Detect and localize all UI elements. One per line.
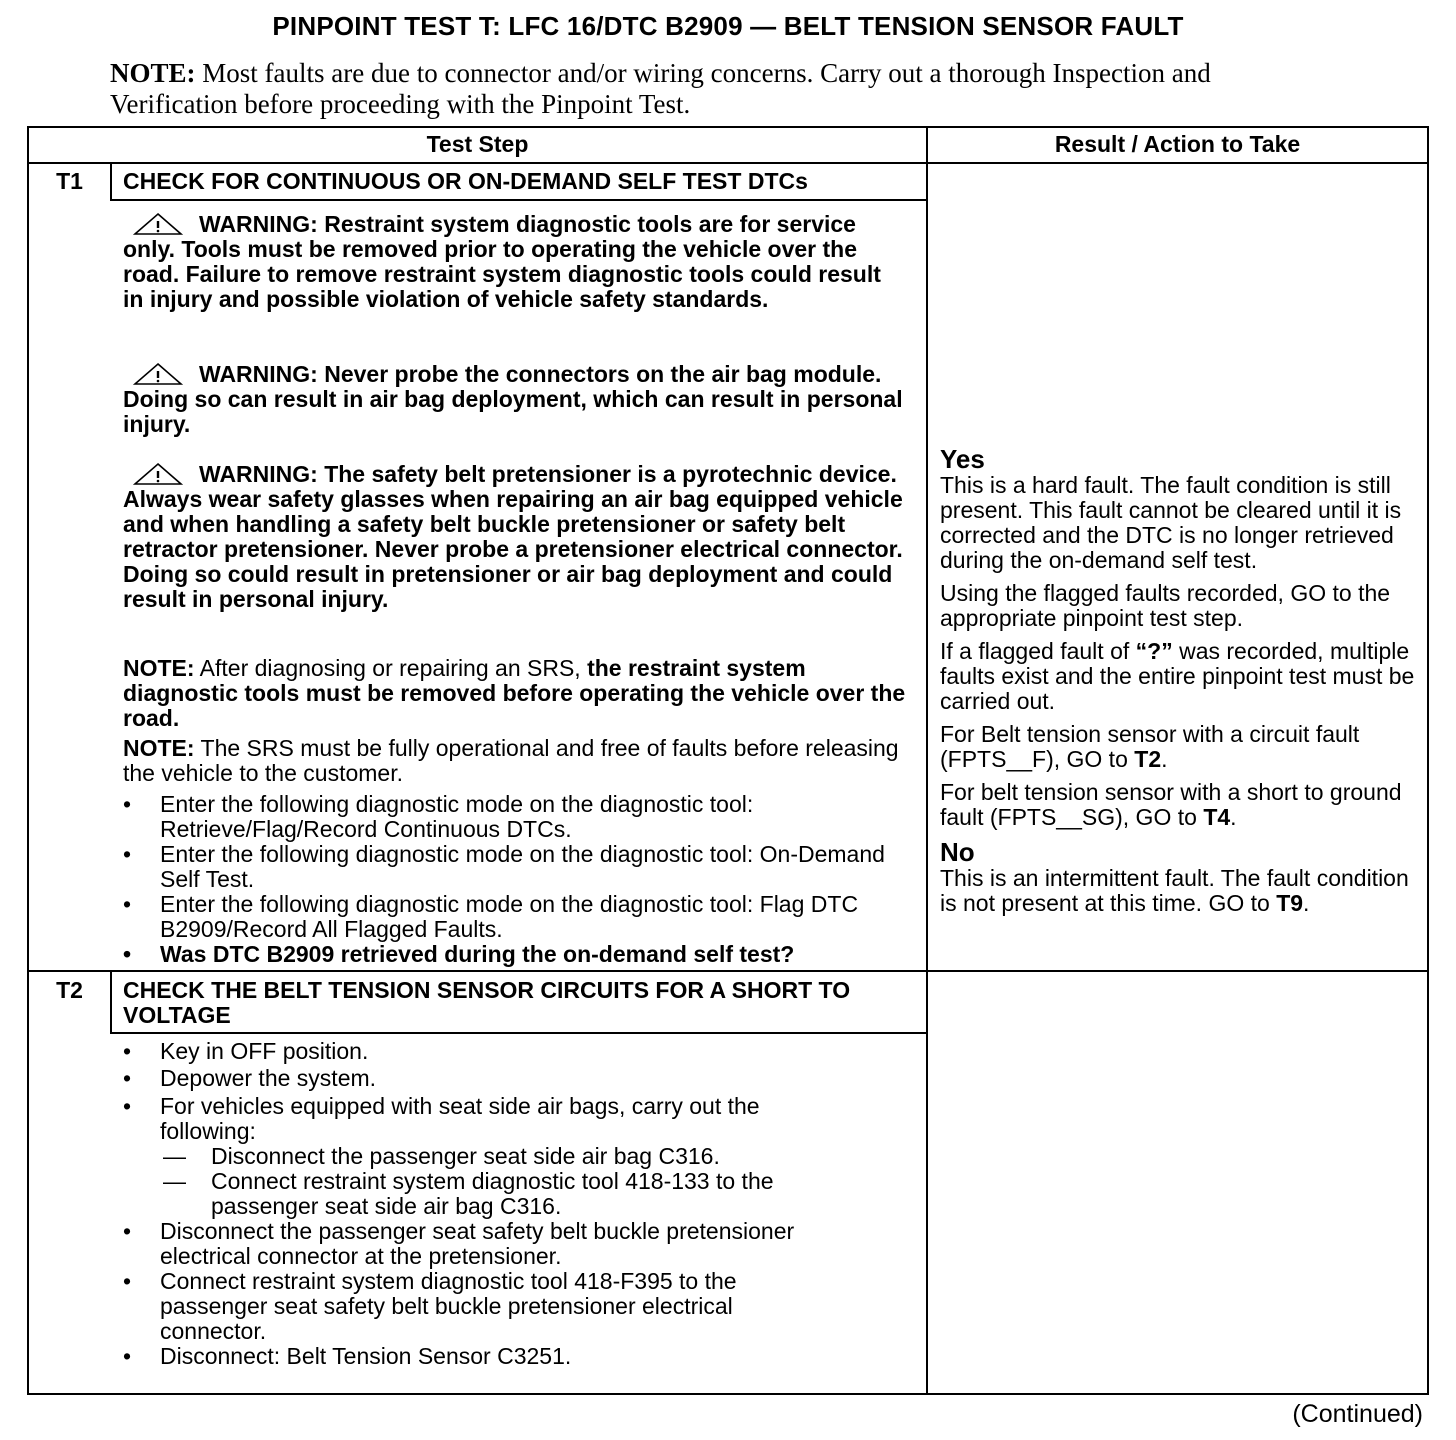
list-item-question bbox=[123, 942, 913, 967]
bullet-marker: • bbox=[123, 1343, 132, 1369]
sub-list-item bbox=[123, 1144, 913, 1169]
result-yes-text: This is a hard fault. The fault condition is still present. This fault cannot be cleared until it is corrected and the DTC is no longer retrieved during the on-demand self test. bbox=[940, 472, 1402, 573]
t2-bullet-list bbox=[123, 1039, 913, 1369]
intro-note bbox=[110, 58, 1260, 120]
header-result-action: Result / Action to Take bbox=[1054, 131, 1301, 157]
bullet-marker: • bbox=[123, 1093, 132, 1119]
list-item bbox=[123, 892, 913, 942]
bullet-marker: • bbox=[123, 841, 132, 867]
result-no-label: No bbox=[940, 837, 975, 867]
note-text: After diagnosing or repairing an SRS, bbox=[194, 655, 588, 681]
row-divider bbox=[27, 970, 1429, 972]
result-text: . bbox=[1161, 746, 1168, 772]
dash-marker: — bbox=[163, 1143, 186, 1169]
column-divider bbox=[926, 126, 928, 1395]
step-number-divider bbox=[110, 163, 112, 201]
intro-note-text: Most faults are due to connector and/or wiring concerns. Carry out a thorough Inspection and Verification before proceeding with the Pinpoint Test. bbox=[110, 58, 1211, 119]
step-heading-t2: CHECK THE BELT TENSION SENSOR CIRCUITS FOR A SHORT TO VOLTAGE bbox=[123, 977, 851, 1028]
result-text: . bbox=[1230, 804, 1237, 830]
list-item-text: Disconnect the passenger seat safety belt buckle pretensioner electrical connector at the pretensioner. bbox=[160, 1218, 795, 1269]
intro-note-label: NOTE: bbox=[110, 58, 196, 88]
warning-triangle-icon bbox=[131, 462, 185, 486]
t1-result bbox=[940, 445, 1424, 924]
list-item bbox=[123, 1094, 843, 1144]
step-number-divider bbox=[110, 972, 112, 1034]
continued-label: (Continued) bbox=[1292, 1400, 1423, 1428]
list-item bbox=[123, 1344, 913, 1369]
header-test-step: Test Step bbox=[426, 131, 529, 157]
result-text: For Belt tension sensor with a circuit fault (FPTS__F), GO to bbox=[940, 721, 1360, 772]
list-item-text: For vehicles equipped with seat side air bags, carry out the following: bbox=[160, 1093, 760, 1144]
note-label: NOTE: bbox=[123, 735, 195, 761]
goto-t4-link[interactable]: T4 bbox=[1203, 804, 1231, 830]
list-item-text: Disconnect: Belt Tension Sensor C3251. bbox=[160, 1343, 572, 1369]
warning-block bbox=[123, 362, 903, 437]
bullet-marker: • bbox=[123, 1065, 132, 1091]
result-text: was recorded, multiple faults exist and the entire pinpoint test must be carried out. bbox=[940, 638, 1415, 714]
warning-triangle-icon bbox=[131, 362, 185, 386]
result-text: If a flagged fault of bbox=[940, 638, 1136, 664]
result-yes-label: Yes bbox=[940, 444, 985, 474]
note-bold-text: the restraint system diagnostic tools must be removed before operating the vehicle over the road. bbox=[123, 655, 906, 731]
list-item bbox=[123, 1066, 913, 1091]
note-srs bbox=[123, 736, 913, 786]
list-item-text: Enter the following diagnostic mode on the diagnostic tool: On-Demand Self Test. bbox=[160, 841, 885, 892]
t1-bullet-list bbox=[123, 792, 913, 967]
warning-block bbox=[123, 462, 903, 612]
question-text: Was DTC B2909 retrieved during the on-demand self test? bbox=[160, 941, 795, 967]
result-circuit-fault bbox=[940, 722, 1424, 772]
sub-list-item bbox=[123, 1169, 843, 1219]
result-question-mark: “?” bbox=[1135, 638, 1173, 664]
sub-list-item-text: Disconnect the passenger seat side air bag C316. bbox=[211, 1143, 720, 1169]
list-item-text: Enter the following diagnostic mode on the diagnostic tool: Flag DTC B2909/Record All Flagged Faults. bbox=[160, 891, 859, 942]
step-number-t2: T2 bbox=[56, 977, 83, 1003]
warning-text: WARNING: Never probe the connectors on the air bag module. Doing so can result in air bag deployment, which can result in personal injury. bbox=[123, 361, 903, 437]
result-text: For belt tension sensor with a short to ground fault (FPTS__SG), GO to bbox=[940, 779, 1402, 830]
bullet-marker: • bbox=[123, 791, 132, 817]
list-item bbox=[123, 1219, 883, 1269]
result-no-text bbox=[940, 866, 1424, 916]
bullet-marker: • bbox=[123, 891, 132, 917]
list-item bbox=[123, 1269, 843, 1344]
list-item-text: Enter the following diagnostic mode on the diagnostic tool: Retrieve/Flag/Record Continuous DTCs. bbox=[160, 791, 754, 842]
list-item-text: Depower the system. bbox=[160, 1065, 377, 1091]
note-label: NOTE: bbox=[123, 655, 195, 681]
result-ground-fault bbox=[940, 780, 1424, 830]
note-text: The SRS must be fully operational and free of faults before releasing the vehicle to the customer. bbox=[123, 735, 899, 786]
warning-triangle-icon bbox=[131, 212, 185, 236]
bullet-marker: • bbox=[123, 1218, 132, 1244]
result-text: . bbox=[1303, 890, 1310, 916]
dash-marker: — bbox=[163, 1168, 186, 1194]
result-flagged-faults: Using the flagged faults recorded, GO to the appropriate pinpoint test step. bbox=[940, 580, 1391, 631]
page-title: PINPOINT TEST T: LFC 16/DTC B2909 — BELT TENSION SENSOR FAULT bbox=[272, 11, 1184, 41]
result-multiple-faults bbox=[940, 639, 1424, 714]
header-divider bbox=[27, 162, 1429, 164]
warning-text: WARNING: The safety belt pretensioner is a pyrotechnic device. Always wear safety glasses when repairing an air bag equipped vehicle and when handling a safety belt buckle pretensioner or safety belt retractor pretensioner. Never probe a pretensioner electrical connector. Doing so could result in pretensioner or air bag deployment and could result in personal injury. bbox=[123, 461, 903, 612]
list-item-text: Connect restraint system diagnostic tool 418-F395 to the passenger seat safety belt buckle pretensioner electrical connector. bbox=[160, 1268, 737, 1344]
list-item-text: Key in OFF position. bbox=[160, 1038, 369, 1064]
note-removal bbox=[123, 656, 913, 731]
t2-heading-divider bbox=[110, 1032, 928, 1034]
bullet-marker: • bbox=[123, 941, 132, 967]
list-item bbox=[123, 842, 913, 892]
warning-text: WARNING: Restraint system diagnostic tools are for service only. Tools must be removed prior to operating the vehicle over the road. Failure to remove restraint system diagnostic tools could result in injury and possible violation of vehicle safety standards. bbox=[123, 211, 881, 312]
bullet-marker: • bbox=[123, 1038, 132, 1064]
warning-block bbox=[123, 212, 903, 312]
sub-list-item-text: Connect restraint system diagnostic tool 418-133 to the passenger seat side air bag C316. bbox=[211, 1168, 774, 1219]
step-number-t1: T1 bbox=[56, 168, 83, 194]
goto-t9-link[interactable]: T9 bbox=[1276, 890, 1304, 916]
result-text: This is an intermittent fault. The fault condition is not present at this time. GO to bbox=[940, 865, 1409, 916]
list-item bbox=[123, 1039, 913, 1064]
list-item bbox=[123, 792, 913, 842]
goto-t2-link[interactable]: T2 bbox=[1134, 746, 1162, 772]
bullet-marker: • bbox=[123, 1268, 132, 1294]
step-heading-t1: CHECK FOR CONTINUOUS OR ON-DEMAND SELF TEST DTCs bbox=[123, 168, 808, 194]
t1-heading-divider bbox=[110, 199, 928, 201]
